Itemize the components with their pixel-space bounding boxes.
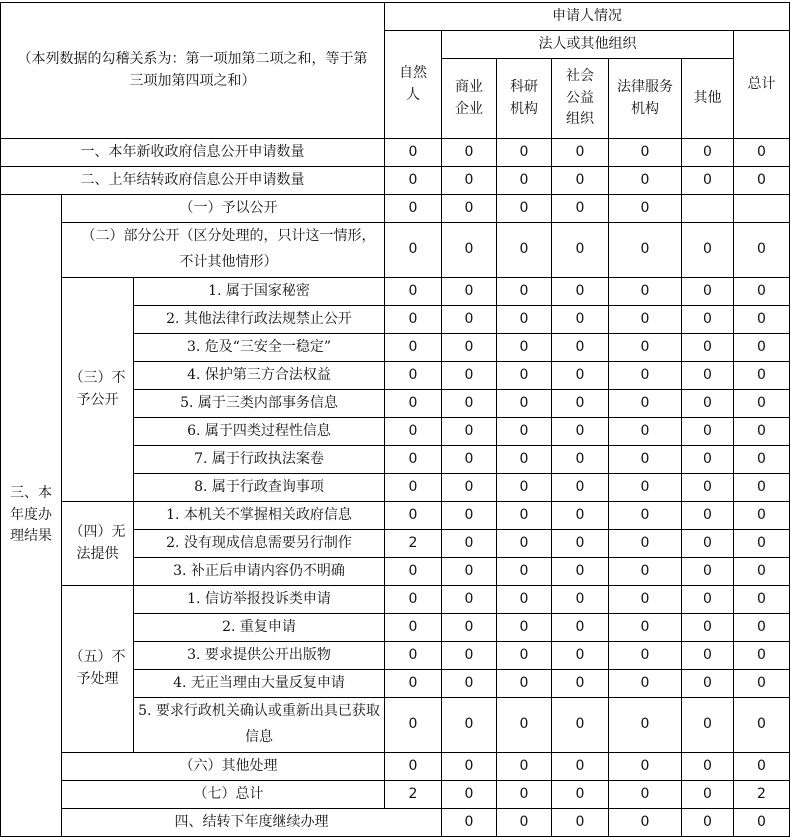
cell-value: 0 <box>682 390 734 418</box>
table-row <box>1 753 790 781</box>
cell-value: 0 <box>497 698 552 753</box>
cell-value: 0 <box>442 781 497 809</box>
cell-value: 0 <box>609 642 682 670</box>
cell-value: 0 <box>385 223 442 278</box>
cell-value: 0 <box>734 670 790 698</box>
cell-value: 0 <box>682 670 734 698</box>
cell-value: 0 <box>442 306 497 334</box>
row-label: 1. 本机关不掌握相关政府信息 <box>134 502 385 530</box>
cell-value: 0 <box>609 698 682 753</box>
cell-value: 0 <box>609 278 682 306</box>
cell-value: 0 <box>442 614 497 642</box>
row-label: 5. 属于三类内部事务信息 <box>134 390 385 418</box>
cell-value: 0 <box>682 502 734 530</box>
cell-value: 0 <box>734 167 790 195</box>
header-note: （本列数据的勾稽关系为：第一项加第二项之和，等于第三项加第四项之和） <box>1 3 385 139</box>
cell-value: 0 <box>442 474 497 502</box>
cell-value: 0 <box>682 586 734 614</box>
cell-value: 0 <box>385 278 442 306</box>
cell-value: 0 <box>609 167 682 195</box>
cell-value: 0 <box>682 362 734 390</box>
cell-value: 0 <box>552 642 609 670</box>
cell-value: 0 <box>609 195 682 223</box>
cell-value: 0 <box>552 418 609 446</box>
row-label: 4. 保护第三方合法权益 <box>134 362 385 390</box>
cell-value: 0 <box>442 558 497 586</box>
cell-value: 0 <box>682 446 734 474</box>
cell-value: 0 <box>497 530 552 558</box>
cell-value: 0 <box>552 390 609 418</box>
cell-value: 0 <box>552 334 609 362</box>
cell-value: 0 <box>682 614 734 642</box>
cell-value: 0 <box>385 334 442 362</box>
cell-value: 0 <box>609 362 682 390</box>
cell-value: 0 <box>682 474 734 502</box>
cell-value: 0 <box>682 278 734 306</box>
cell-value: 0 <box>682 558 734 586</box>
cell-value: 0 <box>552 698 609 753</box>
cell-value: 0 <box>609 809 682 837</box>
cell-value: 0 <box>552 474 609 502</box>
cell-value: 0 <box>734 362 790 390</box>
cell-value: 0 <box>734 334 790 362</box>
cell-value: 0 <box>442 223 497 278</box>
row-label: 2. 其他法律行政法规禁止公开 <box>134 306 385 334</box>
cell-value: 0 <box>734 530 790 558</box>
section3-label: 三、本年度办理结果 <box>1 195 62 837</box>
cell-value: 0 <box>442 502 497 530</box>
header-row-1 <box>1 3 790 31</box>
header-commercial: 商业企业 <box>442 59 497 139</box>
row-label: 3. 补正后申请内容仍不明确 <box>134 558 385 586</box>
cell-value: 0 <box>497 418 552 446</box>
row-label: 8. 属于行政查询事项 <box>134 474 385 502</box>
cell-value: 0 <box>385 418 442 446</box>
row-label: 2. 没有现成信息需要另行制作 <box>134 530 385 558</box>
cell-value: 0 <box>682 334 734 362</box>
table-row <box>1 195 790 223</box>
cell-value: 0 <box>552 223 609 278</box>
cell-value: 0 <box>552 139 609 167</box>
table-row <box>1 809 790 837</box>
cell-value: 0 <box>497 195 552 223</box>
cell-value: 0 <box>497 446 552 474</box>
cell-value: 0 <box>609 223 682 278</box>
row-label: 四、结转下年度继续办理 <box>62 809 442 837</box>
cell-value: 0 <box>734 223 790 278</box>
cell-value: 0 <box>609 139 682 167</box>
cell-value: 0 <box>385 446 442 474</box>
cell-value: 0 <box>497 278 552 306</box>
gov-info-disclosure-table <box>0 2 790 837</box>
row-label: （一）予以公开 <box>62 195 385 223</box>
header-social-welfare: 社会公益组织 <box>552 59 609 139</box>
cell-value: 0 <box>552 781 609 809</box>
row-label: （六）其他处理 <box>62 753 385 781</box>
cell-value: 0 <box>734 474 790 502</box>
row-label: 1. 属于国家秘密 <box>134 278 385 306</box>
cell-value: 0 <box>734 278 790 306</box>
header-research: 科研机构 <box>497 59 552 139</box>
table-row <box>1 167 790 195</box>
cell-value: 0 <box>442 334 497 362</box>
cell-value: 0 <box>497 642 552 670</box>
cell-value: 0 <box>497 334 552 362</box>
cell-value: 0 <box>682 698 734 753</box>
cell-value: 0 <box>442 362 497 390</box>
cell-value: 0 <box>442 670 497 698</box>
cell-value: 0 <box>442 278 497 306</box>
cell-value: 0 <box>609 753 682 781</box>
cell-value: 0 <box>552 753 609 781</box>
table-row <box>1 502 790 530</box>
cell-value: 0 <box>497 781 552 809</box>
cell-value: 0 <box>682 642 734 670</box>
cell-value: 0 <box>385 586 442 614</box>
header-other: 其他 <box>682 59 734 139</box>
cell-value <box>682 195 734 223</box>
cell-value: 0 <box>497 167 552 195</box>
cell-value: 0 <box>552 278 609 306</box>
cell-value: 0 <box>497 753 552 781</box>
cell-value: 0 <box>734 614 790 642</box>
cell-value: 0 <box>552 614 609 642</box>
row-label: 1. 信访举报投诉类申请 <box>134 586 385 614</box>
row-label: （二）部分公开（区分处理的，只计这一情形，不计其他情形） <box>62 223 385 278</box>
cell-value: 0 <box>497 614 552 642</box>
cell-value: 0 <box>497 586 552 614</box>
cell-value: 0 <box>552 809 609 837</box>
cell-value: 0 <box>609 502 682 530</box>
cell-value: 0 <box>385 474 442 502</box>
table-row <box>1 781 790 809</box>
row-label: 一、本年新收政府信息公开申请数量 <box>1 139 385 167</box>
cell-value: 0 <box>385 502 442 530</box>
cell-value: 0 <box>609 390 682 418</box>
cell-value: 0 <box>442 418 497 446</box>
cell-value: 0 <box>734 558 790 586</box>
cell-value <box>734 195 790 223</box>
table-row <box>1 278 790 306</box>
cell-value: 0 <box>442 753 497 781</box>
cell-value: 0 <box>442 139 497 167</box>
group5-label: （五）不予处理 <box>62 586 134 753</box>
cell-value: 0 <box>497 809 552 837</box>
cell-value: 0 <box>734 446 790 474</box>
table-row <box>1 139 790 167</box>
cell-value: 0 <box>682 167 734 195</box>
cell-value: 0 <box>682 781 734 809</box>
cell-value: 0 <box>609 586 682 614</box>
cell-value: 0 <box>682 530 734 558</box>
cell-value: 0 <box>385 362 442 390</box>
row-label: 5. 要求行政机关确认或重新出具已获取信息 <box>134 698 385 753</box>
cell-value: 0 <box>609 334 682 362</box>
cell-value: 0 <box>734 586 790 614</box>
cell-value: 0 <box>442 446 497 474</box>
cell-value: 0 <box>497 670 552 698</box>
cell-value: 2 <box>385 781 442 809</box>
cell-value: 0 <box>734 809 790 837</box>
cell-value: 0 <box>734 139 790 167</box>
row-label: 二、上年结转政府信息公开申请数量 <box>1 167 385 195</box>
cell-value: 0 <box>552 502 609 530</box>
cell-value: 0 <box>385 195 442 223</box>
cell-value: 0 <box>734 306 790 334</box>
cell-value: 0 <box>552 195 609 223</box>
cell-value: 0 <box>609 446 682 474</box>
cell-value: 0 <box>682 809 734 837</box>
cell-value: 0 <box>385 614 442 642</box>
cell-value: 0 <box>442 698 497 753</box>
row-label: 3. 要求提供公开出版物 <box>134 642 385 670</box>
cell-value: 0 <box>734 642 790 670</box>
cell-value: 0 <box>552 586 609 614</box>
cell-value: 0 <box>682 139 734 167</box>
cell-value: 0 <box>442 642 497 670</box>
cell-value: 0 <box>442 586 497 614</box>
table-row <box>1 223 790 278</box>
cell-value: 0 <box>497 390 552 418</box>
cell-value: 0 <box>609 306 682 334</box>
cell-value: 0 <box>385 753 442 781</box>
header-applicant-situation: 申请人情况 <box>385 3 790 31</box>
cell-value: 0 <box>497 306 552 334</box>
cell-value: 0 <box>552 670 609 698</box>
cell-value: 0 <box>552 530 609 558</box>
cell-value: 0 <box>682 306 734 334</box>
row-label: 4. 无正当理由大量反复申请 <box>134 670 385 698</box>
header-natural-person: 自然人 <box>385 31 442 139</box>
row-label: （七）总计 <box>62 781 385 809</box>
cell-value: 0 <box>385 558 442 586</box>
cell-value: 0 <box>552 306 609 334</box>
cell-value: 0 <box>442 530 497 558</box>
cell-value: 0 <box>385 670 442 698</box>
cell-value: 0 <box>609 558 682 586</box>
cell-value: 0 <box>552 558 609 586</box>
cell-value: 0 <box>497 502 552 530</box>
cell-value: 0 <box>734 418 790 446</box>
cell-value: 0 <box>552 167 609 195</box>
cell-value: 0 <box>609 614 682 642</box>
cell-value: 0 <box>552 362 609 390</box>
cell-value: 0 <box>497 362 552 390</box>
cell-value: 0 <box>442 809 497 837</box>
cell-value: 0 <box>734 698 790 753</box>
cell-value: 0 <box>442 167 497 195</box>
cell-value: 0 <box>442 390 497 418</box>
cell-value: 0 <box>609 670 682 698</box>
header-legal-service: 法律服务机构 <box>609 59 682 139</box>
cell-value: 0 <box>497 474 552 502</box>
group4-label: （四）无法提供 <box>62 502 134 586</box>
row-label: 2. 重复申请 <box>134 614 385 642</box>
cell-value: 0 <box>734 753 790 781</box>
cell-value: 0 <box>609 418 682 446</box>
table-row <box>1 586 790 614</box>
cell-value: 0 <box>682 753 734 781</box>
cell-value: 0 <box>497 139 552 167</box>
cell-value: 0 <box>552 446 609 474</box>
cell-value: 2 <box>385 530 442 558</box>
header-legal-or-other: 法人或其他组织 <box>442 31 734 59</box>
cell-value: 0 <box>609 474 682 502</box>
cell-value: 0 <box>609 530 682 558</box>
row-label: 3. 危及“三安全一稳定” <box>134 334 385 362</box>
row-label: 6. 属于四类过程性信息 <box>134 418 385 446</box>
cell-value: 0 <box>385 306 442 334</box>
row-label: 7. 属于行政执法案卷 <box>134 446 385 474</box>
group3-label: （三）不予公开 <box>62 278 134 502</box>
cell-value: 0 <box>497 558 552 586</box>
cell-value: 0 <box>385 698 442 753</box>
cell-value: 0 <box>385 390 442 418</box>
cell-value: 0 <box>609 781 682 809</box>
cell-value: 0 <box>497 223 552 278</box>
cell-value: 0 <box>682 223 734 278</box>
header-total: 总计 <box>734 31 790 139</box>
cell-value: 0 <box>442 195 497 223</box>
cell-value: 0 <box>385 139 442 167</box>
cell-value: 0 <box>682 418 734 446</box>
cell-value: 0 <box>385 642 442 670</box>
cell-value: 0 <box>734 390 790 418</box>
cell-value: 0 <box>385 167 442 195</box>
cell-value: 2 <box>734 781 790 809</box>
cell-value: 0 <box>734 502 790 530</box>
